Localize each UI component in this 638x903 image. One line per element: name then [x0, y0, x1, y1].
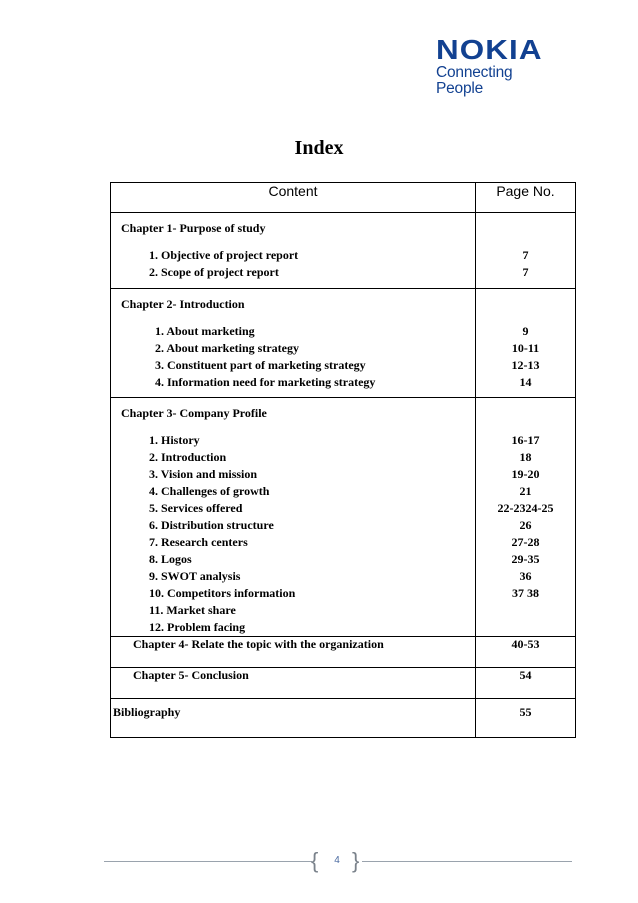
- page-number: 21: [519, 484, 532, 498]
- bibliography-row: [111, 699, 576, 738]
- page-number: 7: [522, 265, 529, 279]
- chapter-heading: Chapter 4- Relate the topic with the organization: [111, 637, 476, 668]
- chapter-2-row: [111, 289, 576, 398]
- list-item: 4. Challenges of growth: [149, 484, 270, 498]
- list-item: 5. Services offered: [149, 501, 243, 515]
- table-header-row: [111, 183, 576, 213]
- page-title: Index: [294, 137, 344, 159]
- list-item: 1. About marketing: [155, 324, 255, 338]
- footer-page-number: 4: [334, 855, 340, 866]
- list-item: 9. SWOT analysis: [149, 569, 241, 583]
- list-item: 1. Objective of project report: [149, 248, 299, 262]
- list-item: 1. History: [149, 433, 200, 447]
- chapter-heading: Chapter 2- Introduction: [121, 297, 245, 311]
- footer-rule-left: [104, 861, 312, 862]
- content-column-header: Content: [111, 183, 476, 213]
- footer-left-brace: {: [311, 848, 319, 873]
- page-number: 27-28: [511, 535, 540, 549]
- page-number: 7: [522, 248, 529, 262]
- chapter-heading: Chapter 1- Purpose of study: [121, 221, 266, 235]
- chapter-3-row: [111, 398, 576, 637]
- logo-wordmark: NOKIA: [436, 34, 543, 65]
- chapter-5-row: [111, 668, 576, 699]
- list-item: 3. Constituent part of marketing strategy: [155, 358, 366, 372]
- list-item: 12. Problem facing: [149, 620, 246, 634]
- list-item: 10. Competitors information: [149, 586, 296, 600]
- chapter-3-pages: [476, 432, 575, 602]
- chapter-2-items: [111, 323, 475, 391]
- list-item: 3. Vision and mission: [149, 467, 258, 481]
- bibliography-heading: Bibliography: [111, 699, 476, 738]
- page-number: 16-17: [511, 433, 540, 447]
- chapter-heading: Chapter 5- Conclusion: [111, 668, 476, 699]
- page-number: 37 38: [512, 586, 539, 600]
- chapter-1-row: [111, 213, 576, 289]
- list-item: 4. Information need for marketing strategy: [155, 375, 376, 389]
- index-table: [110, 182, 576, 738]
- chapter-2-pages: [476, 323, 575, 391]
- page-number: 9: [522, 324, 529, 338]
- list-item: 8. Logos: [149, 552, 192, 566]
- page-number: 14: [519, 375, 532, 389]
- page-number: 40-53: [476, 637, 576, 668]
- chapter-1-pages: [476, 247, 575, 281]
- page-number: 19-20: [511, 467, 540, 481]
- page-number: 55: [476, 699, 576, 738]
- page-number: 36: [519, 569, 532, 583]
- list-item: 11. Market share: [149, 603, 236, 617]
- page-number: 18: [519, 450, 532, 464]
- page-number: 29-35: [511, 552, 540, 566]
- chapter-1-items: [111, 247, 475, 281]
- page-number: 12-13: [511, 358, 540, 372]
- footer-rule-right: [362, 861, 572, 862]
- list-item: 2. Introduction: [149, 450, 227, 464]
- page-number: 54: [476, 668, 576, 699]
- list-item: 2. About marketing strategy: [155, 341, 299, 355]
- page-number: 22-2324-25: [497, 501, 554, 515]
- list-item: 7. Research centers: [149, 535, 248, 549]
- footer-right-brace: }: [352, 848, 360, 873]
- logo-tagline: Connecting People: [436, 64, 513, 97]
- page-number: 10-11: [511, 341, 540, 355]
- chapter-heading: Chapter 3- Company Profile: [121, 406, 267, 420]
- nokia-logo: [436, 36, 562, 97]
- chapter-3-items: [111, 432, 475, 636]
- list-item: 2. Scope of project report: [149, 265, 279, 279]
- page-column-header: Page No.: [476, 183, 576, 213]
- list-item: 6. Distribution structure: [149, 518, 274, 532]
- page-number: 26: [519, 518, 532, 532]
- chapter-4-row: [111, 637, 576, 668]
